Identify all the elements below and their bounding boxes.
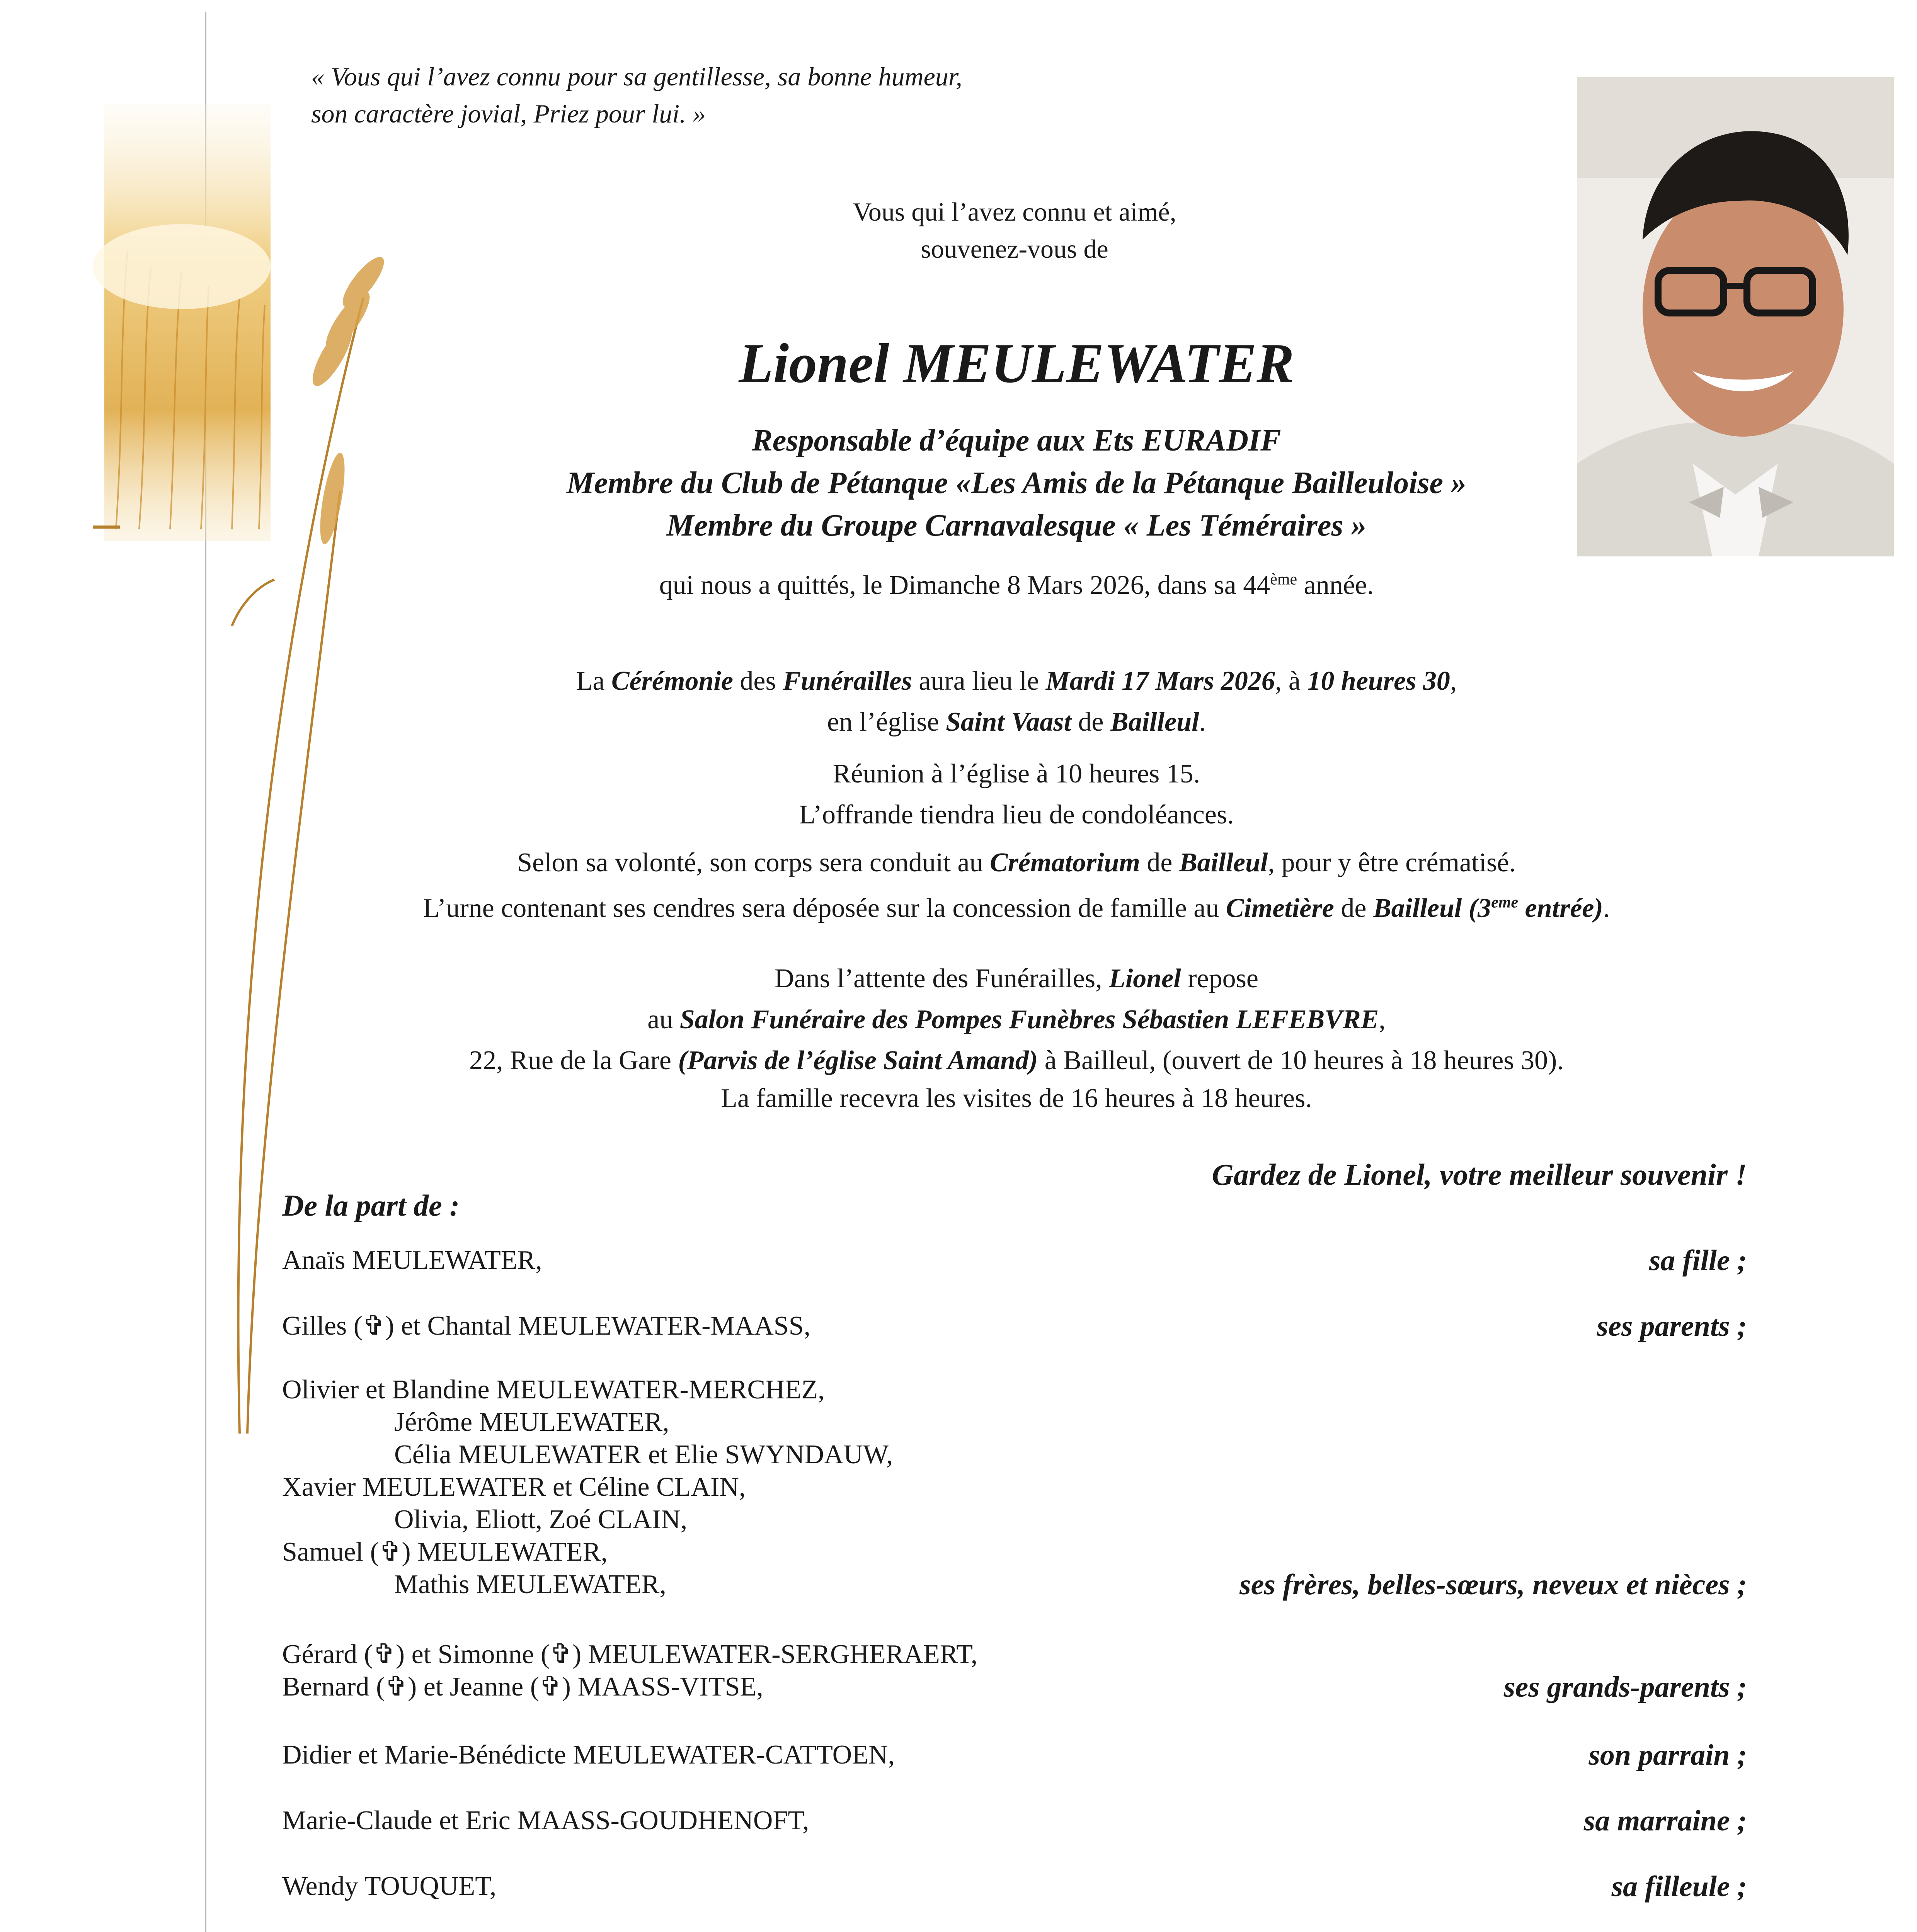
departure-text: qui nous a quittés, le Dimanche 8 Mars 2026, dans sa 44	[659, 570, 1270, 600]
ceremony-line	[301, 702, 1731, 743]
departure-text: année.	[1297, 570, 1374, 600]
family-name: Wendy TOUQUET,	[282, 1871, 497, 1901]
visits-line: La famille recevra les visites de 16 heures à 18 heures.	[721, 1083, 1312, 1113]
text-run: Selon sa volonté, son corps sera conduit au	[517, 848, 990, 878]
text-run: (Parvis de l’église Saint Amand)	[678, 1046, 1038, 1075]
text-run: Funérailles	[783, 666, 912, 696]
family-relation: sa marraine ;	[1583, 1804, 1747, 1837]
ordinal-suffix: eme	[1491, 893, 1519, 912]
text-run: à Bailleul, (ouvert de 10 heures à 18 heures 30).	[1038, 1046, 1564, 1075]
role-line: Responsable d’équipe aux Ets EURADIF	[752, 423, 1281, 457]
ceremony-paragraph	[301, 661, 1731, 743]
text-run: Dans l’attente des Funérailles,	[775, 964, 1109, 993]
text-run: Mardi 17 Mars 2026	[1045, 666, 1275, 696]
deceased-name: Lionel MEULEWATER	[739, 332, 1294, 395]
rest-line	[301, 958, 1731, 999]
closing-slogan: Gardez de Lionel, votre meilleur souvenir !	[1212, 1158, 1747, 1191]
role-line: Membre du Club de Pétanque «Les Amis de la Pétanque Bailleuloise »	[566, 466, 1467, 500]
text-run: des	[733, 666, 783, 696]
text-run: 22, Rue de la Gare	[469, 1046, 678, 1075]
family-name: Marie-Claude et Eric MAASS-GOUDHENOFT,	[282, 1806, 809, 1835]
family-name: Célia MEULEWATER et Elie SWYNDAUW,	[394, 1440, 893, 1469]
text-run: repose	[1181, 964, 1258, 993]
text-run: (3	[1462, 893, 1491, 923]
from-label: De la part de :	[282, 1189, 460, 1222]
family-relation: son parrain ;	[1588, 1739, 1747, 1771]
intro-line: souvenez-vous de	[921, 234, 1108, 264]
text-run: L’urne contenant ses cendres sera déposée sur la concession de famille au	[423, 893, 1226, 923]
text-run: , pour y être crématisé.	[1268, 848, 1516, 878]
text-run: , à	[1275, 666, 1308, 696]
text-run: Cimetière	[1226, 893, 1334, 923]
text-run: Saint Vaast	[946, 707, 1071, 737]
text-run: Bailleul	[1373, 893, 1462, 923]
family-relation: ses grands-parents ;	[1503, 1671, 1747, 1703]
family-name: Didier et Marie-Bénédicte MEULEWATER-CATTOEN,	[282, 1740, 895, 1770]
meeting-line: L’offrande tiendra lieu de condoléances.	[799, 800, 1234, 830]
text-run: Salon Funéraire des Pompes Funèbres Sébastien LEFEBVRE	[679, 1005, 1379, 1034]
meeting-line: Réunion à l’église à 10 heures 15.	[833, 759, 1200, 789]
cremation-line	[301, 842, 1731, 883]
family-relation: ses parents ;	[1597, 1310, 1747, 1342]
text-run: Cérémonie	[611, 666, 733, 696]
family-name: Jérôme MEULEWATER,	[394, 1407, 669, 1437]
departure-line	[301, 568, 1731, 603]
text-run: .	[1199, 707, 1206, 737]
family-name: Samuel (✞) MEULEWATER,	[282, 1537, 608, 1567]
family-name: Olivia, Eliott, Zoé CLAIN,	[394, 1505, 688, 1534]
text-run: de	[1334, 893, 1373, 923]
text-run: Crématorium	[989, 848, 1140, 878]
text-run: de	[1140, 848, 1179, 878]
text-run: de	[1071, 707, 1111, 737]
family-name: Xavier MEULEWATER et Céline CLAIN,	[282, 1472, 746, 1502]
text-run: Bailleul	[1179, 848, 1268, 878]
text-run: au	[647, 1005, 680, 1034]
text-run: en l’église	[827, 707, 946, 737]
family-name: Olivier et Blandine MEULEWATER-MERCHEZ,	[282, 1375, 825, 1405]
text-run: 10 heures 30	[1307, 666, 1450, 696]
family-name: Anaïs MEULEWATER,	[282, 1245, 542, 1275]
ceremony-line	[301, 661, 1731, 702]
text-run: La	[576, 666, 611, 696]
rest-paragraph	[301, 958, 1731, 1081]
family-relation: sa fille ;	[1649, 1244, 1747, 1277]
rest-line	[301, 1040, 1731, 1081]
text-run: aura lieu le	[912, 666, 1046, 696]
text-run: entrée)	[1518, 893, 1603, 923]
text-run: ,	[1450, 666, 1457, 696]
quote-line: son caractère jovial, Priez pour lui. »	[311, 99, 706, 128]
intro-text	[580, 193, 1449, 267]
text-run: Lionel	[1109, 964, 1181, 993]
family-name: Gilles (✞) et Chantal MEULEWATER-MAASS,	[282, 1311, 811, 1341]
opening-quote	[311, 58, 1432, 132]
family-relation: sa filleule ;	[1611, 1870, 1747, 1903]
family-name: Bernard (✞) et Jeanne (✞) MAASS-VITSE,	[282, 1672, 763, 1702]
ordinal-suffix: ème	[1270, 570, 1297, 588]
rest-line	[301, 999, 1731, 1040]
meeting-paragraph	[301, 753, 1731, 835]
roles-list	[301, 419, 1731, 547]
text-run: Bailleul	[1110, 707, 1199, 737]
quote-line: « Vous qui l’avez connu pour sa gentillesse, sa bonne humeur,	[311, 62, 962, 91]
family-relation: ses frères, belles-sœurs, neveux et nièces ;	[1239, 1568, 1747, 1601]
cremation-paragraph	[301, 842, 1731, 929]
family-name: Gérard (✞) et Simonne (✞) MEULEWATER-SERGHERAERT,	[282, 1639, 978, 1669]
role-line: Membre du Groupe Carnavalesque « Les Téméraires »	[666, 509, 1367, 543]
intro-line: Vous qui l’avez connu et aimé,	[853, 197, 1176, 226]
cremation-line	[301, 888, 1731, 929]
text-run: .	[1603, 893, 1610, 923]
text-run: ,	[1379, 1005, 1386, 1034]
family-name: Mathis MEULEWATER,	[394, 1570, 666, 1599]
